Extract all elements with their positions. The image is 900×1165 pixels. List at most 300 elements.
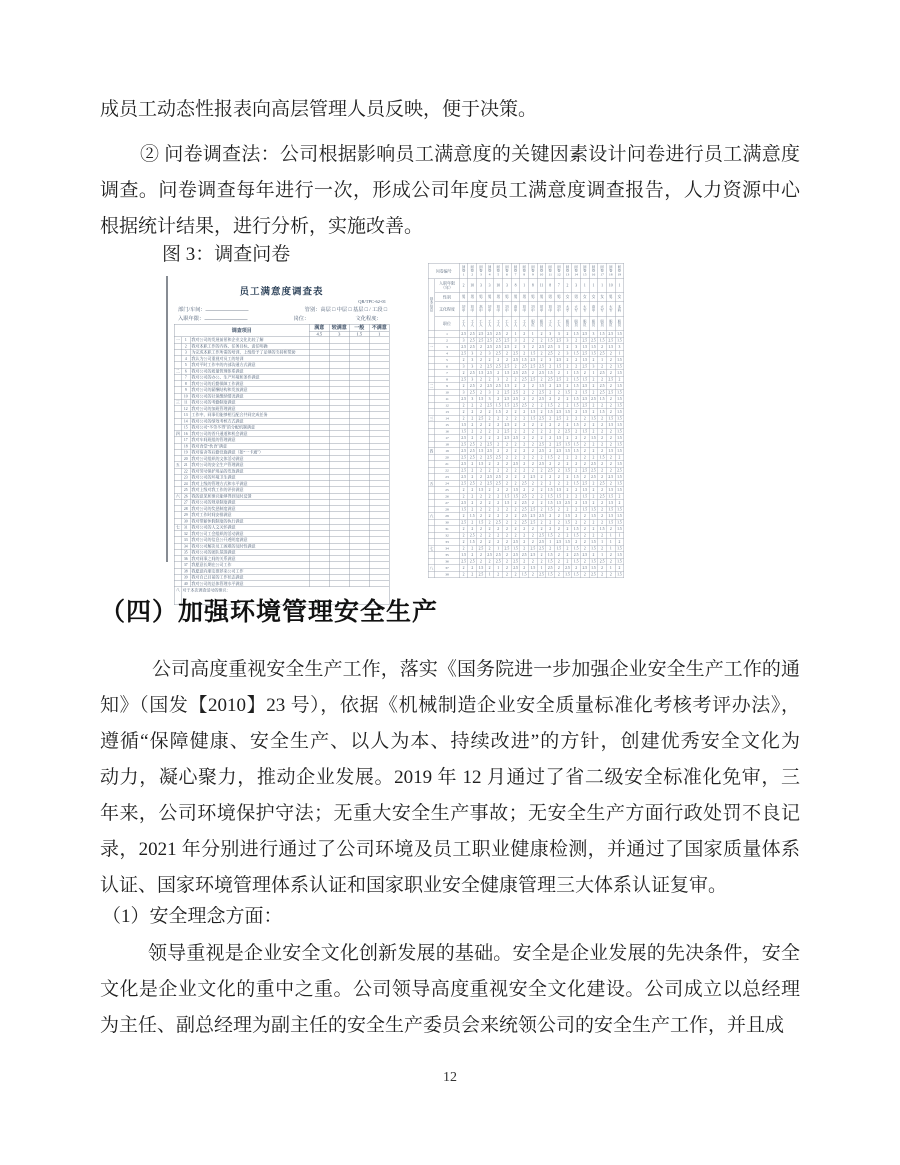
value-cell: 2 — [477, 441, 486, 448]
value-cell: 2 — [554, 350, 563, 357]
value-cell: 1.5 — [530, 351, 536, 356]
value-cell: 2.5 — [521, 500, 527, 505]
value-cell: 1.5 — [495, 409, 501, 414]
table-row — [428, 302, 624, 317]
value-cell: 2 — [537, 409, 546, 416]
info-cell: 1 — [520, 279, 529, 293]
value-cell: 2 — [589, 357, 598, 364]
value-cell: 2.5 — [469, 383, 475, 388]
row-number: 16 — [435, 428, 460, 435]
value-cell: 2 — [606, 480, 615, 487]
value-cell: 2.5 — [478, 331, 484, 336]
value-cell: 2 — [520, 539, 529, 546]
value-cell: 1.5 — [617, 520, 622, 525]
value-cell: 2 — [554, 558, 563, 565]
value-cell: 1.5 — [582, 500, 588, 505]
value-cell: 1.5 — [582, 344, 588, 349]
info-cell: 男 — [459, 292, 468, 302]
value-cell: 2 — [494, 389, 503, 396]
value-cell: 2 — [546, 422, 555, 429]
figure-caption: 图 3：调查问卷 — [162, 244, 291, 265]
info-cell: 3 — [572, 279, 581, 293]
value-cell: 2 — [494, 396, 503, 403]
info-cell: 初中 — [459, 302, 468, 317]
value-cell: 1.5 — [608, 448, 614, 453]
number-cell: 13 — [181, 412, 190, 418]
value-cell: 2 — [606, 363, 615, 370]
value-cell: 2 — [494, 493, 503, 500]
value-cell: 2 — [485, 513, 494, 520]
value-cell: 2 — [494, 422, 503, 429]
value-cell: 3 — [572, 344, 581, 351]
value-cell: 1.5 — [547, 487, 553, 492]
value-cell: 2.5 — [469, 344, 475, 349]
value-cell: 2 — [511, 500, 520, 507]
info-cell: 男 — [520, 292, 529, 302]
number-cell: 25 — [181, 487, 190, 493]
value-cell: 2 — [554, 571, 563, 578]
value-cell: 1 — [589, 370, 598, 377]
item-text-cell: 我对自己目前的工作状态满意 — [190, 574, 309, 580]
value-cell: 2 — [572, 565, 581, 572]
value-cell: 2 — [598, 344, 607, 351]
value-cell: 1.5 — [599, 455, 605, 460]
row-header: 文化程度 — [435, 302, 460, 317]
item-text-cell: 我对食堂“伙食”满意 — [190, 443, 309, 449]
value-cell: 2 — [546, 396, 555, 403]
info-cell: 1 — [615, 279, 624, 293]
value-cell: 2.5 — [513, 403, 518, 408]
suggestion-cell: 对于本次调查活动的建议： — [181, 587, 389, 605]
value-cell: 2.5 — [582, 565, 588, 570]
value-cell: 1.5 — [461, 422, 466, 427]
value-cell: 2 — [468, 467, 477, 474]
value-cell: 2.5 — [521, 370, 527, 375]
value-cell: 2.5 — [513, 539, 518, 544]
value-cell: 2.5 — [461, 474, 466, 479]
survey-items-table — [174, 324, 390, 605]
value-cell: 1.5 — [599, 331, 605, 336]
value-cell: 2 — [494, 428, 503, 435]
value-cell: 2.5 — [487, 331, 492, 336]
value-cell: 1.5 — [504, 383, 510, 388]
value-cell: 2 — [606, 454, 615, 461]
header-score-value: 1.5 — [349, 331, 369, 337]
header-score-value: 1 — [369, 331, 389, 337]
value-cell: 2 — [503, 461, 512, 468]
value-cell: 1.5 — [582, 409, 588, 414]
value-cell: 2 — [554, 513, 563, 520]
section-heading: （四）加强环境管理安全生产 — [100, 598, 439, 626]
value-cell: 1.5 — [573, 526, 579, 531]
value-cell: 2 — [598, 441, 607, 448]
value-cell: 2.5 — [599, 390, 605, 395]
value-cell: 2 — [554, 422, 563, 429]
number-cell: 29 — [181, 512, 190, 518]
sub-item-title: （1）安全理念方面： — [102, 906, 283, 927]
value-cell: 2.5 — [556, 409, 562, 414]
info-cell: 初中 — [520, 302, 529, 317]
value-cell: 2.5 — [530, 507, 536, 512]
column-header: 问卷7 — [511, 263, 520, 279]
number-cell: 12 — [181, 406, 190, 412]
info-cell: 工人 — [546, 316, 555, 331]
value-cell: 3 — [468, 363, 477, 370]
number-cell: 14 — [181, 418, 190, 424]
value-cell: 1 — [537, 565, 546, 572]
value-cell: 2 — [494, 435, 503, 442]
figure-survey-form-image — [170, 276, 393, 593]
value-cell: 1.5 — [556, 364, 562, 369]
info-cell: 职员 — [589, 316, 598, 331]
value-cell: 2 — [459, 513, 468, 520]
group-cell: 五 — [429, 481, 434, 486]
value-cell: 1.5 — [573, 533, 579, 538]
value-cell: 2.5 — [556, 357, 562, 362]
value-cell: 2 — [520, 396, 529, 403]
row-number: 9 — [435, 383, 460, 390]
value-cell: 2 — [598, 519, 607, 526]
value-cell: 2 — [477, 506, 486, 513]
value-cell: 2.5 — [461, 448, 466, 453]
value-cell: 2.5 — [495, 344, 501, 349]
number-cell: 5 — [181, 362, 190, 368]
row-number: 4 — [435, 350, 460, 357]
value-cell: 2 — [589, 454, 598, 461]
info-cell: 工人 — [520, 316, 529, 331]
info-cell: 大专 — [563, 302, 572, 317]
value-cell: 2 — [580, 370, 589, 377]
value-cell: 2 — [459, 571, 468, 578]
value-cell: 2 — [589, 487, 598, 494]
value-cell: 2 — [529, 389, 538, 396]
value-cell: 2 — [459, 539, 468, 546]
value-cell: 2 — [503, 409, 512, 416]
value-cell: 2.5 — [513, 559, 518, 564]
text-line: 公司高度重视安全生产工作，落实《国务院进一步加强企业安全生产工作的通 — [152, 659, 800, 680]
item-text-cell: 我对带薪休假制度的执行满意 — [190, 518, 309, 524]
value-cell: 2 — [563, 461, 572, 468]
item-text-cell: 我对公司的办公、生产环境和条件满意 — [190, 374, 309, 380]
value-cell: 2 — [546, 526, 555, 533]
value-cell: 1.5 — [478, 396, 484, 401]
value-cell: 2.5 — [521, 377, 527, 382]
value-cell: 2 — [580, 539, 589, 546]
value-cell: 3 — [615, 344, 624, 351]
value-cell: 2 — [589, 389, 598, 396]
value-cell: 2 — [520, 565, 529, 572]
value-cell: 2.5 — [461, 351, 466, 356]
value-cell: 2 — [606, 461, 615, 468]
value-cell: 2 — [563, 422, 572, 429]
value-cell: 2 — [477, 363, 486, 370]
item-text-cell: 我对公司的加班管理满意 — [190, 406, 309, 412]
value-cell: 2 — [477, 493, 486, 500]
row-number: 36 — [435, 558, 460, 565]
value-cell: 2.5 — [591, 338, 596, 343]
paragraph-safety-concept — [100, 936, 800, 1044]
value-cell: 2.5 — [530, 513, 536, 518]
value-cell: 2 — [589, 448, 598, 455]
value-cell: 2.5 — [504, 429, 510, 434]
number-cell: 38 — [181, 568, 190, 574]
value-cell: 2.5 — [539, 513, 544, 518]
column-header: 问卷6 — [503, 263, 512, 279]
row-number: 24 — [435, 480, 460, 487]
value-cell: 2.5 — [478, 572, 484, 577]
value-cell: 2 — [580, 461, 589, 468]
value-cell: 1.5 — [599, 526, 605, 531]
value-cell: 2 — [520, 487, 529, 494]
value-cell: 2 — [563, 435, 572, 442]
value-cell: 2 — [511, 532, 520, 539]
value-cell: 3 — [485, 389, 494, 396]
item-text-cell: 我对公司的薪酬结构和发放满意 — [190, 387, 309, 393]
value-cell: 1.5 — [573, 546, 579, 551]
value-cell: 1.5 — [617, 546, 622, 551]
value-cell: 2 — [546, 415, 555, 422]
value-cell: 2 — [468, 428, 477, 435]
value-cell: 2 — [563, 558, 572, 565]
value-cell: 2 — [546, 480, 555, 487]
row-number: 33 — [435, 539, 460, 546]
value-cell: 2 — [546, 389, 555, 396]
number-cell: 19 — [181, 449, 190, 455]
info-cell: 男 — [572, 292, 581, 302]
value-cell: 2 — [503, 532, 512, 539]
value-cell: 1.5 — [599, 396, 605, 401]
row-number: 28 — [435, 506, 460, 513]
value-cell: 2.5 — [591, 572, 596, 577]
value-cell: 2.5 — [487, 370, 492, 375]
value-cell: 2 — [589, 519, 598, 526]
value-cell: 2 — [477, 467, 486, 474]
value-cell: 2 — [563, 454, 572, 461]
info-cell: 10 — [606, 279, 615, 293]
value-cell: 2 — [477, 539, 486, 546]
item-text-cell: 我对公司的考勤制度满意 — [190, 399, 309, 405]
value-cell: 2.5 — [582, 351, 588, 356]
value-cell: 1.5 — [547, 572, 553, 577]
row-number: 6 — [435, 363, 460, 370]
value-cell: 2 — [520, 409, 529, 416]
value-cell: 2 — [580, 435, 589, 442]
value-cell: 2.5 — [539, 539, 544, 544]
info-cell: 10 — [494, 279, 503, 293]
row-number: 5 — [435, 357, 460, 364]
value-cell: 2.5 — [599, 383, 605, 388]
value-cell: 2 — [589, 480, 598, 487]
value-cell: 1.5 — [617, 331, 622, 336]
value-cell: 2 — [529, 383, 538, 390]
value-cell: 2 — [503, 539, 512, 546]
value-cell: 2.5 — [461, 435, 466, 440]
value-cell: 2 — [511, 422, 520, 429]
value-cell: 2 — [511, 428, 520, 435]
text-line: 为主任、副总经理为副主任的安全生产委员会来统领公司的安全生产工作，并且成 — [100, 1015, 785, 1036]
value-cell: 2 — [511, 409, 520, 416]
value-cell: 2 — [598, 532, 607, 539]
row-number: 31 — [435, 526, 460, 533]
value-cell: 2.5 — [521, 513, 527, 518]
value-cell: 2 — [477, 376, 486, 383]
value-cell: 2 — [554, 467, 563, 474]
value-cell: 1.5 — [495, 403, 501, 408]
value-cell: 3 — [554, 331, 563, 338]
value-cell: 2 — [529, 435, 538, 442]
value-cell: 2 — [546, 428, 555, 435]
value-cell: 2 — [537, 500, 546, 507]
value-cell: 1.5 — [573, 559, 579, 564]
field-tenure: 入职年限： — [178, 315, 247, 323]
value-cell: 2 — [589, 552, 598, 559]
value-cell: 2 — [572, 454, 581, 461]
value-cell: 1.5 — [513, 487, 518, 492]
value-cell: 2.5 — [530, 552, 536, 557]
value-cell: 2 — [468, 519, 477, 526]
value-cell: 2 — [554, 402, 563, 409]
row-number: 34 — [435, 545, 460, 552]
value-cell: 2.5 — [469, 533, 475, 538]
value-cell: 1.5 — [573, 370, 579, 375]
value-cell: 1.5 — [547, 494, 553, 499]
value-cell: 2 — [563, 402, 572, 409]
value-cell: 2.5 — [530, 474, 536, 479]
header-score-label: 一般 — [349, 324, 369, 331]
value-cell: 2.5 — [539, 344, 544, 349]
value-cell: 2 — [468, 487, 477, 494]
row-number: 19 — [435, 448, 460, 455]
value-cell: 2 — [485, 493, 494, 500]
value-cell: 2.5 — [599, 351, 605, 356]
value-cell: 2 — [537, 493, 546, 500]
text-line: 调查。问卷调查每年进行一次，形成公司年度员工满意度调查报告，人力资源中心 — [100, 180, 800, 201]
value-cell: 2 — [598, 474, 607, 481]
value-cell: 2 — [477, 389, 486, 396]
info-cell: 1 — [589, 279, 598, 293]
column-header: 问卷1 — [459, 263, 468, 279]
value-cell: 3 — [468, 396, 477, 403]
value-cell: 2 — [503, 448, 512, 455]
text-line: 根据统计结果，进行分析，实施改善。 — [100, 216, 424, 237]
row-number: 8 — [435, 376, 460, 383]
value-cell: 2 — [537, 454, 546, 461]
value-cell: 1 — [485, 571, 494, 578]
value-cell: 2.5 — [461, 481, 466, 486]
value-cell: 1.5 — [617, 364, 622, 369]
value-cell: 2 — [459, 370, 468, 377]
value-cell: 2.5 — [582, 396, 588, 401]
value-cell: 2 — [477, 500, 486, 507]
value-cell: 2 — [503, 415, 512, 422]
value-cell: 1 — [615, 532, 624, 539]
value-cell: 1.5 — [617, 481, 622, 486]
value-cell: 2 — [520, 350, 529, 357]
value-cell: 2.5 — [504, 390, 510, 395]
value-cell: 1.5 — [582, 357, 588, 362]
value-cell: 2.5 — [565, 565, 570, 570]
value-cell: 2.5 — [608, 390, 614, 395]
value-cell: 2.5 — [599, 481, 605, 486]
column-header: 问卷19 — [615, 263, 624, 279]
value-cell: 2 — [598, 422, 607, 429]
value-cell: 2 — [468, 474, 477, 481]
value-cell: 2.5 — [599, 559, 605, 564]
info-cell: 男 — [494, 292, 503, 302]
value-cell: 1.5 — [547, 409, 553, 414]
number-cell: 34 — [181, 543, 190, 549]
value-cell: 2 — [563, 545, 572, 552]
info-cell: 工人 — [554, 316, 563, 331]
value-cell: 2 — [563, 363, 572, 370]
value-cell: 2 — [459, 545, 468, 552]
value-cell: 2 — [615, 500, 624, 507]
data-row — [428, 571, 624, 578]
value-cell: 2 — [485, 539, 494, 546]
value-cell: 2 — [494, 539, 503, 546]
value-cell: 2 — [529, 461, 538, 468]
number-cell: 20 — [181, 456, 190, 462]
value-cell: 2 — [615, 454, 624, 461]
value-cell: 2.5 — [539, 533, 544, 538]
value-cell: 2.5 — [487, 344, 492, 349]
value-cell: 2.5 — [504, 338, 510, 343]
info-cell: 大专 — [572, 302, 581, 317]
value-cell: 1.5 — [547, 552, 553, 557]
value-cell: 2 — [520, 454, 529, 461]
value-cell: 2.5 — [495, 520, 501, 525]
value-cell: 2.5 — [495, 552, 501, 557]
value-cell: 1.5 — [461, 552, 466, 557]
value-cell: 2 — [503, 558, 512, 565]
value-cell: 1.5 — [573, 422, 579, 427]
value-cell: 2 — [554, 506, 563, 513]
value-cell: 1 — [598, 357, 607, 364]
value-cell: 2.5 — [469, 481, 475, 486]
group-cell: 五 — [175, 462, 180, 468]
value-cell: 3 — [563, 350, 572, 357]
value-cell: 2 — [468, 461, 477, 468]
value-cell: 2 — [546, 545, 555, 552]
value-cell: 2 — [494, 415, 503, 422]
value-cell: 1.5 — [478, 520, 484, 525]
value-cell: 2 — [615, 493, 624, 500]
value-cell: 2 — [485, 357, 494, 364]
value-cell: 2 — [477, 435, 486, 442]
value-cell: 1.5 — [608, 520, 614, 525]
value-cell: 2.5 — [469, 390, 475, 395]
row-number: 3 — [435, 344, 460, 351]
value-cell: 1.5 — [582, 487, 588, 492]
value-cell: 2 — [537, 422, 546, 429]
item-text-cell: 我对公司工会组织的活动满意 — [190, 531, 309, 537]
value-cell: 1.5 — [573, 351, 579, 356]
value-cell: 2.5 — [487, 481, 492, 486]
value-cell: 2 — [520, 389, 529, 396]
value-cell: 2.5 — [530, 546, 536, 551]
info-cell: 本科 — [615, 302, 624, 317]
value-cell: 2 — [572, 506, 581, 513]
value-cell: 1.5 — [478, 565, 484, 570]
value-cell: 1.5 — [565, 442, 570, 447]
value-cell: 2 — [606, 370, 615, 377]
info-cell: 工人 — [459, 316, 468, 331]
value-cell: 1.5 — [617, 526, 622, 531]
value-cell: 1.5 — [582, 429, 588, 434]
value-cell: 2.5 — [547, 344, 553, 349]
value-cell: 3 — [511, 337, 520, 344]
number-cell: 9 — [181, 387, 190, 393]
